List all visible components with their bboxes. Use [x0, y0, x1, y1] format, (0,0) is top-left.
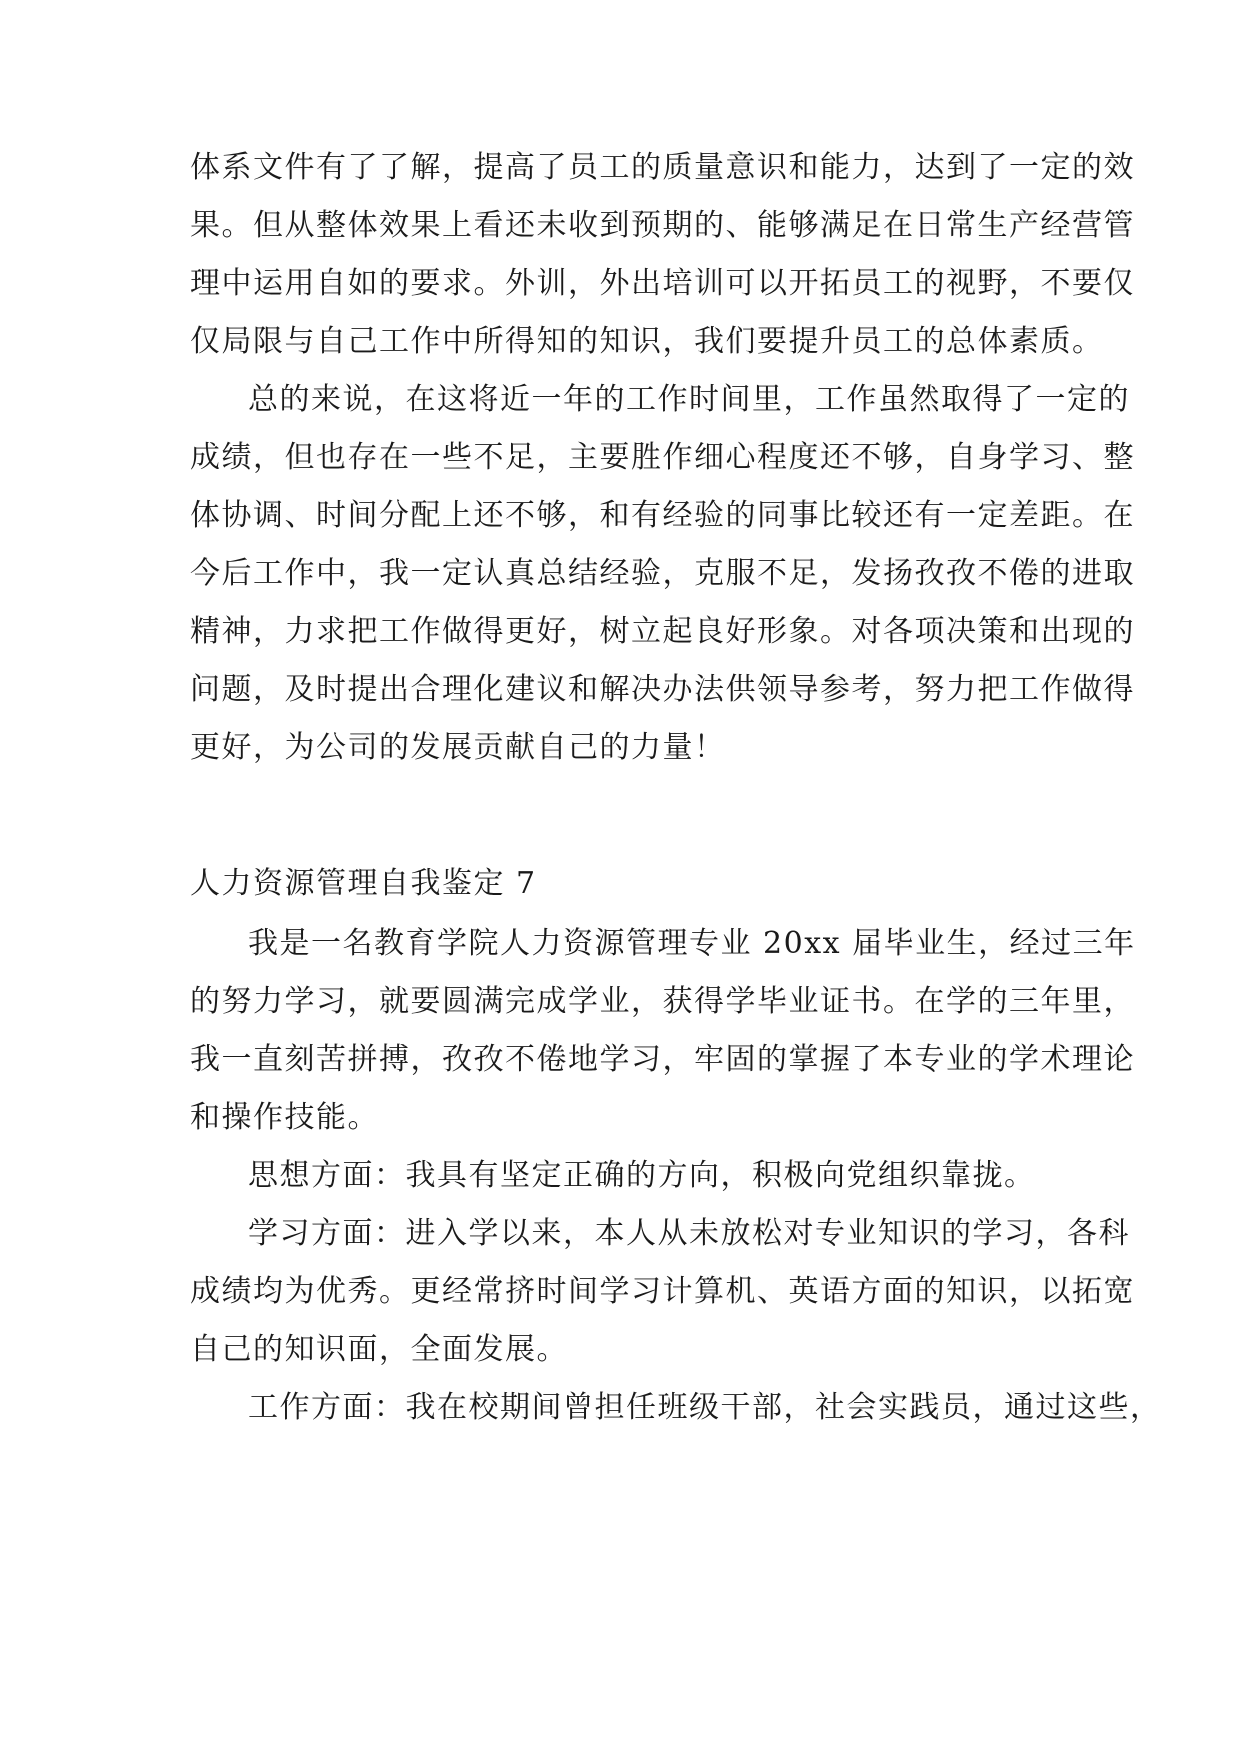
paragraph-3-line: 我一直刻苦拼搏，孜孜不倦地学习，牢固的掌握了本专业的学术理论 [190, 1042, 1135, 1077]
paragraph-5-line: 学习方面：进入学以来，本人从未放松对专业知识的学习，各科 [248, 1216, 1130, 1251]
paragraph-2-line: 更好，为公司的发展贡献自己的力量！ [190, 730, 726, 765]
paragraph-2-line: 今后工作中，我一定认真总结经验，克服不足，发扬孜孜不倦的进取 [190, 556, 1135, 591]
section-title: 人力资源管理自我鉴定 7 [190, 866, 537, 901]
paragraph-2-line: 成绩，但也存在一些不足，主要胜作细心程度还不够，自身学习、整 [190, 440, 1135, 475]
paragraph-3-line: 我是一名教育学院人力资源管理专业 20xx 届毕业生，经过三年 [248, 926, 1136, 961]
paragraph-3-line: 和操作技能。 [190, 1100, 379, 1135]
paragraph-1-line: 体系文件有了了解，提高了员工的质量意识和能力，达到了一定的效 [190, 150, 1135, 185]
paragraph-5-line: 自己的知识面，全面发展。 [190, 1332, 568, 1367]
paragraph-1-line: 果。但从整体效果上看还未收到预期的、能够满足在日常生产经营管 [190, 208, 1135, 243]
paragraph-4-line: 思想方面：我具有坚定正确的方向，积极向党组织靠拢。 [248, 1158, 1036, 1193]
paragraph-2-line: 体协调、时间分配上还不够，和有经验的同事比较还有一定差距。在 [190, 498, 1135, 533]
paragraph-1-line: 仅局限与自己工作中所得知的知识，我们要提升员工的总体素质。 [190, 324, 1104, 359]
paragraph-2-line: 精神，力求把工作做得更好，树立起良好形象。对各项决策和出现的 [190, 614, 1135, 649]
paragraph-6-line: 工作方面：我在校期间曾担任班级干部，社会实践员，通过这些， [248, 1390, 1162, 1425]
paragraph-2-line: 问题，及时提出合理化建议和解决办法供领导参考，努力把工作做得 [190, 672, 1135, 707]
paragraph-5-line: 成绩均为优秀。更经常挤时间学习计算机、英语方面的知识，以拓宽 [190, 1274, 1135, 1309]
paragraph-1-line: 理中运用自如的要求。外训，外出培训可以开拓员工的视野，不要仅 [190, 266, 1135, 301]
paragraph-3-line: 的努力学习，就要圆满完成学业，获得学毕业证书。在学的三年里， [190, 984, 1135, 1019]
paragraph-2-line: 总的来说，在这将近一年的工作时间里，工作虽然取得了一定的 [248, 382, 1130, 417]
